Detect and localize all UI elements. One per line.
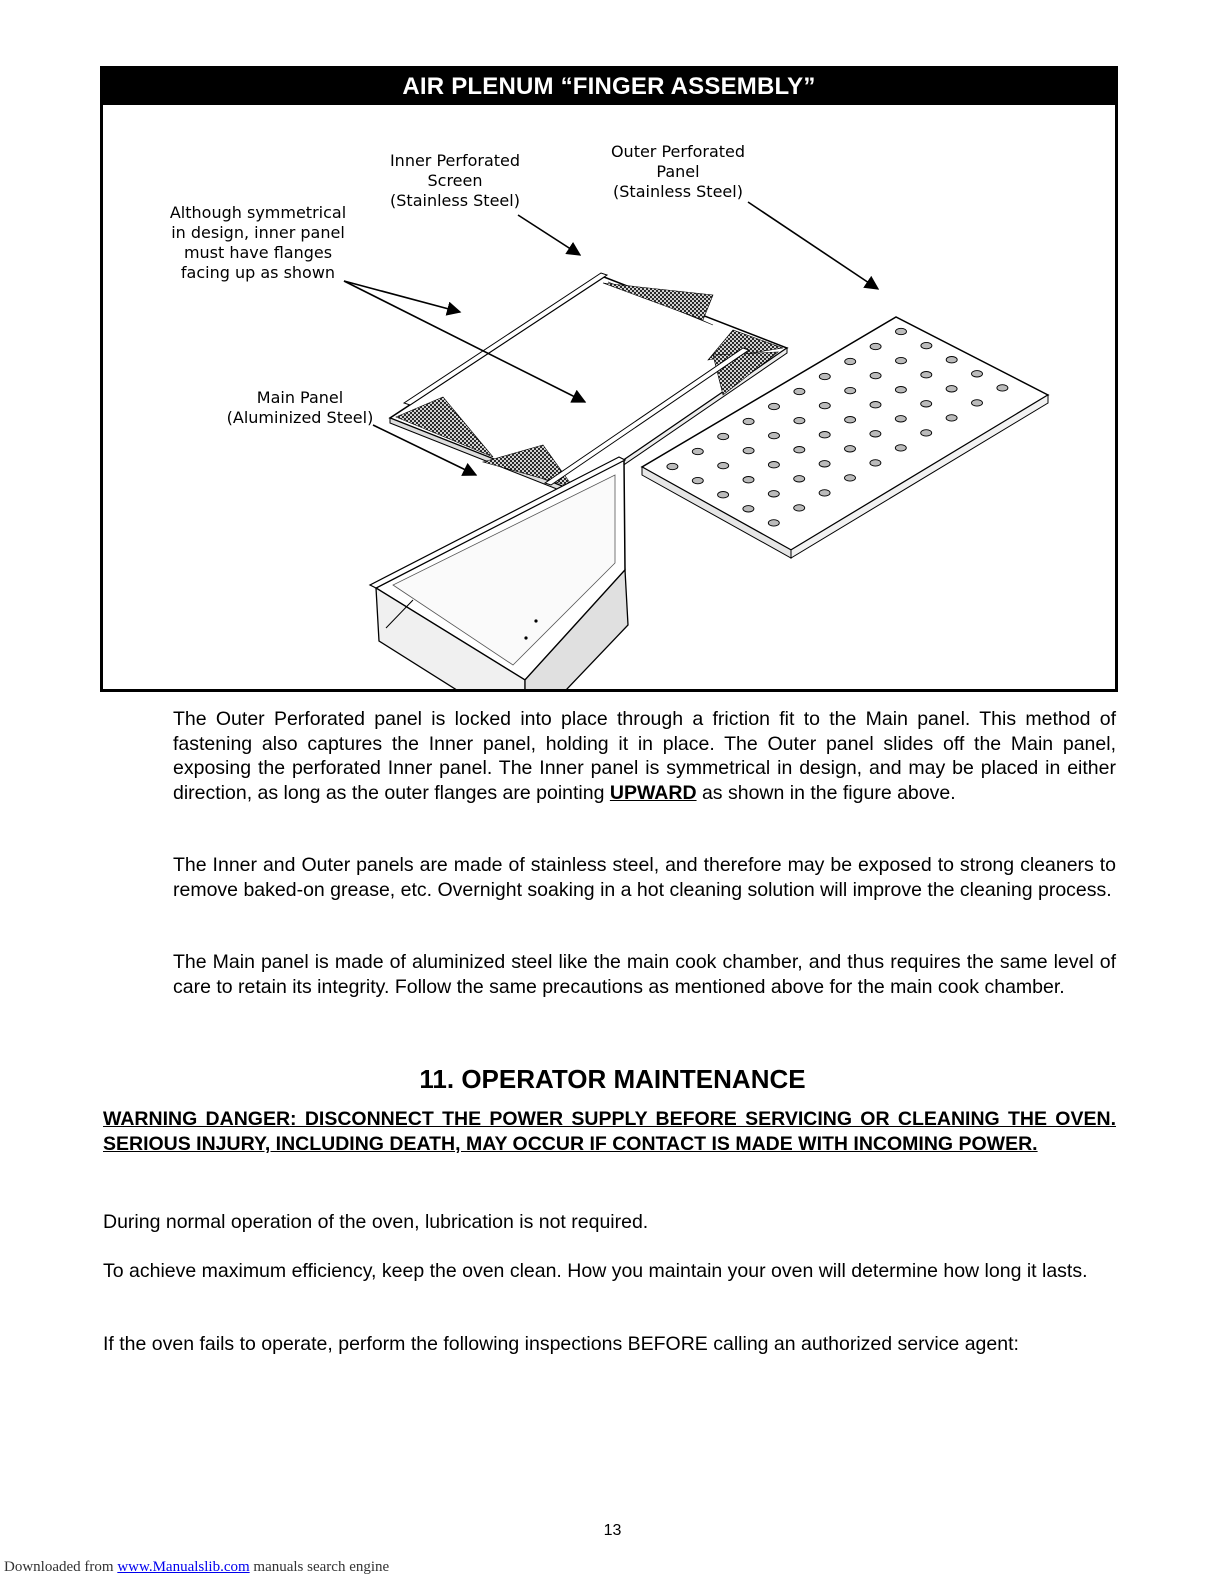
- perforation-hole: [870, 343, 881, 349]
- figure-box: [100, 66, 1118, 692]
- perforation-hole: [769, 432, 780, 438]
- perforation-hole: [845, 358, 856, 364]
- inner-screen-callout: Inner Perforated Screen (Stainless Steel): [389, 151, 521, 210]
- perforation-hole: [743, 506, 754, 512]
- main-panel-drawing: [370, 457, 628, 689]
- perforation-hole: [870, 460, 881, 466]
- perforation-hole: [921, 430, 932, 436]
- perforation-hole: [946, 386, 957, 392]
- footer-prefix: Downloaded from: [4, 1559, 118, 1575]
- perforation-hole: [972, 371, 983, 377]
- warning-danger-text: WARNING DANGER: DISCONNECT THE POWER SUPPLY BEFORE SERVICING OR CLEANING THE OVEN. SERIOUS INJURY, INCLUDING DEATH, MAY OCCUR IF CONTACT IS MADE WITH INCOMING POWER.: [103, 1108, 1116, 1155]
- perforation-hole: [692, 448, 703, 454]
- paragraph-stainless-cleaning: The Inner and Outer panels are made of stainless steel, and therefore may be exposed to strong cleaners to remove baked-on grease, etc. Overnight soaking in a hot cleaning solution will improve the cleaning process.: [173, 854, 1116, 901]
- perforation-hole: [870, 402, 881, 408]
- perforation-hole: [819, 402, 830, 408]
- perforation-hole: [743, 447, 754, 453]
- footer-suffix: manuals search engine: [249, 1559, 390, 1575]
- perforation-hole: [845, 446, 856, 452]
- perforation-hole: [921, 401, 932, 407]
- perforation-hole: [845, 387, 856, 393]
- paragraph-main-panel-care: The Main panel is made of aluminized steel like the main cook chamber, and thus requires the same level of care to retain its integrity. Follow the same precautions as mentioned above for the main cook chamber.: [173, 951, 1116, 998]
- perforation-hole: [870, 372, 881, 378]
- perforation-hole: [743, 418, 754, 424]
- perforation-hole: [769, 403, 780, 409]
- perforation-hole: [946, 415, 957, 421]
- perforation-hole: [794, 476, 805, 482]
- download-footer: [4, 1559, 389, 1576]
- perforation-hole: [794, 417, 805, 423]
- perforation-hole: [819, 373, 830, 379]
- outer-panel-callout: Outer Perforated Panel (Stainless Steel): [610, 142, 746, 201]
- perforation-hole: [718, 462, 729, 468]
- perforation-hole: [718, 433, 729, 439]
- perforation-hole: [794, 505, 805, 511]
- section-heading: 11. OPERATOR MAINTENANCE: [419, 1064, 806, 1094]
- page-number: 13: [603, 1522, 622, 1539]
- perforation-hole: [895, 445, 906, 451]
- manualslib-link[interactable]: www.Manualslib.com: [117, 1559, 250, 1575]
- perforation-hole: [768, 520, 779, 526]
- perforation-hole: [718, 492, 729, 498]
- figure-title: AIR PLENUM “FINGER ASSEMBLY”: [103, 69, 1115, 105]
- perforation-hole: [895, 416, 906, 422]
- perforation-hole: [921, 372, 932, 378]
- paragraph-outer-panel: [173, 707, 1116, 805]
- perforation-hole: [896, 328, 907, 334]
- perforation-hole: [845, 417, 856, 423]
- paragraph-inspections: If the oven fails to operate, perform the following inspections BEFORE calling an authorized service agent:: [103, 1333, 1019, 1355]
- paragraph-outer-panel-text-b: as shown in the figure above.: [696, 781, 956, 804]
- upward-emphasis: UPWARD: [609, 781, 697, 804]
- perforation-hole: [743, 477, 754, 483]
- perforation-hole: [997, 385, 1008, 391]
- symmetry-note-callout: Although symmetrical in design, inner panel must have flanges facing up as shown: [169, 203, 347, 282]
- perforation-hole: [895, 387, 906, 393]
- perforation-hole: [768, 462, 779, 468]
- perforation-hole: [768, 491, 779, 497]
- perforation-hole: [972, 400, 983, 406]
- perforation-hole: [921, 342, 932, 348]
- perforation-hole: [896, 357, 907, 363]
- main-panel-callout: Main Panel (Aluminized Steel): [226, 388, 374, 427]
- paragraph-maintenance-efficiency: To achieve maximum efficiency, keep the oven clean. How you maintain your oven will determine how long it lasts.: [103, 1260, 1088, 1282]
- perforation-hole: [870, 431, 881, 437]
- perforation-hole: [794, 388, 805, 394]
- perforation-hole: [845, 475, 856, 481]
- perforation-hole: [819, 461, 830, 467]
- perforation-hole: [946, 357, 957, 363]
- perforation-hole: [692, 477, 703, 483]
- perforation-hole: [794, 447, 805, 453]
- paragraph-outer-panel-text-a: The Outer Perforated panel is locked into place through a friction fit to the Main panel. This method of fastening also captures the Inner panel, holding it in place. The Outer panel slides off the Main panel, exposing the perforated Inner panel. The Inner panel is symmetrical in design, and may be placed in either direction, as long as the outer flanges are pointing: [173, 708, 1116, 804]
- perforation-hole: [667, 463, 678, 469]
- perforation-hole: [819, 490, 830, 496]
- paragraph-lubrication: During normal operation of the oven, lubrication is not required.: [103, 1211, 649, 1233]
- perforation-hole: [819, 432, 830, 438]
